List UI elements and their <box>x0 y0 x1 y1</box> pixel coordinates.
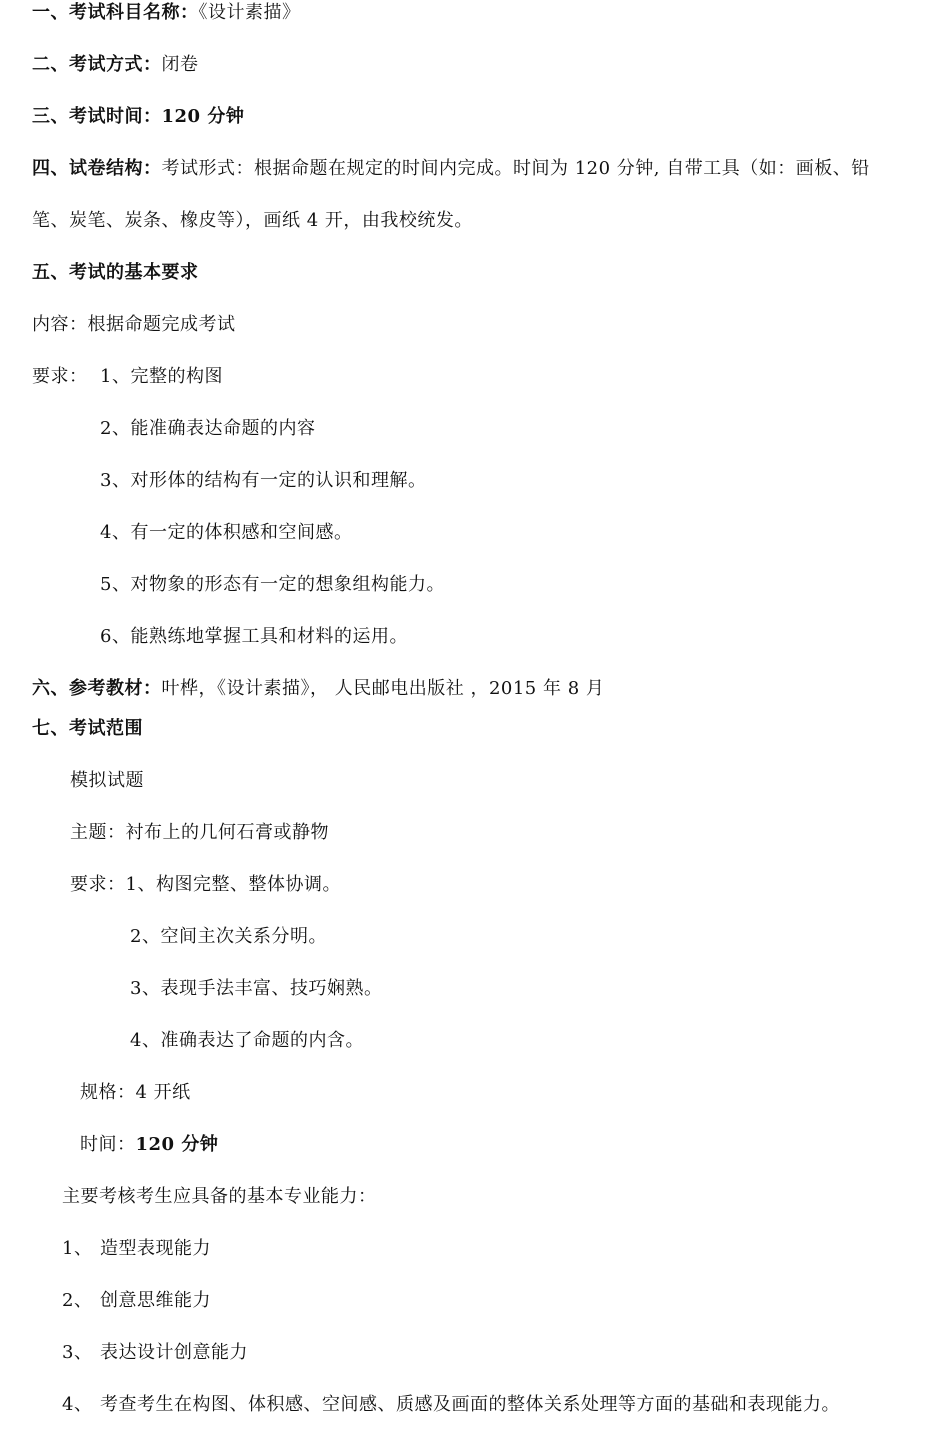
mock-exam-spec <box>80 1080 191 1106</box>
mock-exam-req-2: 2、空间主次关系分明。 <box>130 926 327 947</box>
abilities-title: 主要考核考生应具备的基本专业能力： <box>62 1186 377 1207</box>
section-1-line <box>32 0 301 26</box>
mock-exam-time-value: 120 分钟 <box>135 1134 219 1155</box>
section-5-req-4: 4、有一定的体积感和空间感。 <box>100 522 353 543</box>
section-1-value: 《设计素描》 <box>198 2 301 23</box>
ability-num-2: 2、 <box>62 1290 93 1311</box>
ability-num-3: 3、 <box>62 1342 93 1363</box>
section-6-line <box>32 676 604 702</box>
section-4-text-2: 笔、炭笔、炭条、橡皮等），画纸 4 开，由我校统发。 <box>32 210 473 231</box>
section-5-req-5: 5、对物象的形态有一定的想象组构能力。 <box>100 574 445 595</box>
mock-exam-req-label: 要求： <box>70 874 126 895</box>
section-2-heading: 二、考试方式： <box>32 54 162 75</box>
mock-exam-req-line-1 <box>70 872 341 898</box>
section-5-req-3: 3、对形体的结构有一定的认识和理解。 <box>100 470 427 491</box>
ability-num-4: 4、 <box>62 1394 93 1415</box>
ability-num-1: 1、 <box>62 1238 93 1259</box>
section-4-heading: 四、试卷结构： <box>32 158 162 179</box>
section-5-heading: 五、考试的基本要求 <box>32 262 199 283</box>
ability-text-3: 表达设计创意能力 <box>100 1342 248 1363</box>
mock-exam-spec-value: 4 开纸 <box>135 1082 191 1103</box>
section-5-req-2: 2、能准确表达命题的内容 <box>100 418 316 439</box>
ability-text-2: 创意思维能力 <box>100 1290 211 1311</box>
section-4-line-1 <box>32 156 870 182</box>
ability-text-4: 考查考生在构图、体积感、空间感、质感及画面的整体关系处理等方面的基础和表现能力。 <box>100 1394 840 1415</box>
section-4-line-2 <box>32 208 473 234</box>
section-5-req-label: 要求： <box>32 366 88 387</box>
section-1-heading: 一、考试科目名称： <box>32 2 199 23</box>
section-5-content: 内容：根据命题完成考试 <box>32 314 236 335</box>
section-7-heading: 七、考试范围 <box>32 718 143 739</box>
mock-exam-spec-label: 规格： <box>80 1082 136 1103</box>
section-3-heading: 三、考试时间： <box>32 106 162 127</box>
mock-exam-title: 模拟试题 <box>70 770 144 791</box>
mock-exam-time <box>80 1132 218 1158</box>
section-3-line <box>32 104 244 130</box>
section-5-req-6: 6、能熟练地掌握工具和材料的运用。 <box>100 626 408 647</box>
section-3-value: 120 分钟 <box>161 106 245 127</box>
mock-exam-time-label: 时间： <box>80 1134 136 1155</box>
section-2-line <box>32 52 199 78</box>
mock-exam-theme: 主题：衬布上的几何石膏或静物 <box>70 822 329 843</box>
ability-text-1: 造型表现能力 <box>100 1238 211 1259</box>
mock-exam-req-3: 3、表现手法丰富、技巧娴熟。 <box>130 978 383 999</box>
mock-exam-req-4: 4、准确表达了命题的内含。 <box>130 1030 364 1051</box>
section-2-value: 闭卷 <box>161 54 199 75</box>
mock-exam-req-1: 1、构图完整、整体协调。 <box>125 874 341 895</box>
section-6-value: 叶桦，《设计素描》， 人民邮电出版社 ，2015 年 8 月 <box>161 678 605 699</box>
section-6-heading: 六、参考教材： <box>32 678 162 699</box>
section-5-req-1: 1、完整的构图 <box>100 366 223 387</box>
section-4-text-1: 考试形式：根据命题在规定的时间内完成。时间为 120 分钟, 自带工具（如：画板、铅 <box>161 158 870 179</box>
